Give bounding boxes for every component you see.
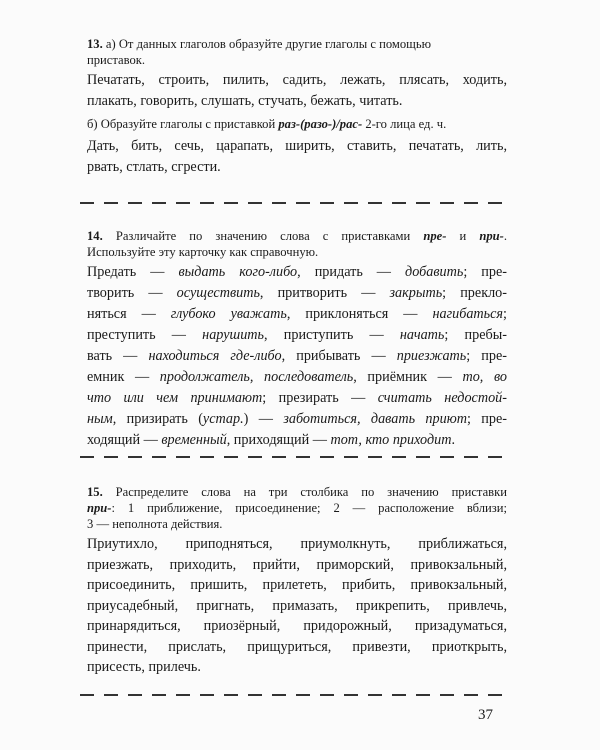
task15-number: 15. — [87, 485, 103, 499]
task15-words — [87, 534, 507, 678]
word-line: приезжать, приходить, прийти, приморский, привокзальный, — [87, 556, 507, 573]
card-line: что или чем принимают; презирать — считать недостой- — [87, 390, 507, 406]
card-line: емник — продолжатель, последователь, приёмник — то, во — [87, 369, 508, 385]
card-line: преступить — нарушить, приступить — начать; пребы- — [87, 327, 507, 343]
task14-number: 14. — [87, 229, 103, 243]
card-line: ным, призирать (устар.) — заботиться, давать приют; пре- — [87, 411, 507, 427]
card-line: вать — находиться где-либо, прибывать — приезжать; пре- — [87, 348, 507, 364]
task14-header: 14. Различайте по значению слова с приставками пре- и при-. Используйте эту карточку как справочную. — [87, 229, 508, 259]
task14-card — [87, 262, 507, 451]
card-line: ходящий — временный, приходящий — тот, кто приходит. — [87, 432, 456, 448]
card-line: творить — осуществить, притворить — закрыть; прекло- — [87, 285, 507, 301]
word-line: принести, прислать, прищуриться, привезти, приоткрыть, — [87, 638, 507, 655]
word-line: приусадебный, пригнать, примазать, прикрепить, привлечь, — [87, 597, 507, 614]
answer-line — [80, 202, 510, 204]
task13-number: 13. — [87, 37, 103, 51]
word-line: присоединить, пришить, прилететь, прибить, привокзальный, — [87, 577, 507, 593]
word-line: Приутихло, приподняться, приумолкнуть, приближаться, — [87, 536, 507, 552]
task13-words-a: Печатать, строить, пилить, садить, лежать, плясать, ходить, плакать, говорить, слушать, стучать, бежать, читать. — [87, 72, 507, 109]
task13-words-b: Дать, бить, сечь, царапать, ширить, ставить, печатать, лить, рвать, стлать, сгрести. — [87, 138, 507, 175]
task13-header-b: б) Образуйте глаголы с приставкой раз-(разо-)/рас- 2-го лица ед. ч. — [87, 117, 447, 131]
answer-line — [80, 456, 510, 458]
answer-line — [80, 694, 510, 696]
page-number: 37 — [478, 707, 493, 723]
task13-header-a: 13. а) От данных глаголов образуйте другие глаголы с помощью приставок. — [87, 37, 432, 67]
word-line: присесть, прилечь. — [87, 659, 201, 675]
card-line: няться — глубоко уважать, приклоняться — нагибаться; — [87, 306, 507, 322]
prefix-raz: раз-(разо-)/рас- — [278, 117, 363, 131]
task15-header: 15. Распределите слова на три столбика по значению приставки при-: 1 приближение, присоединение; 2 — расположение вблизи; 3 — неполнота действия. — [87, 485, 507, 531]
card-line: Предать — выдать кого-либо, придать — добавить; пре- — [87, 264, 507, 280]
word-line: принарядиться, приозёрный, придорожный, призадуматься, — [87, 618, 507, 634]
